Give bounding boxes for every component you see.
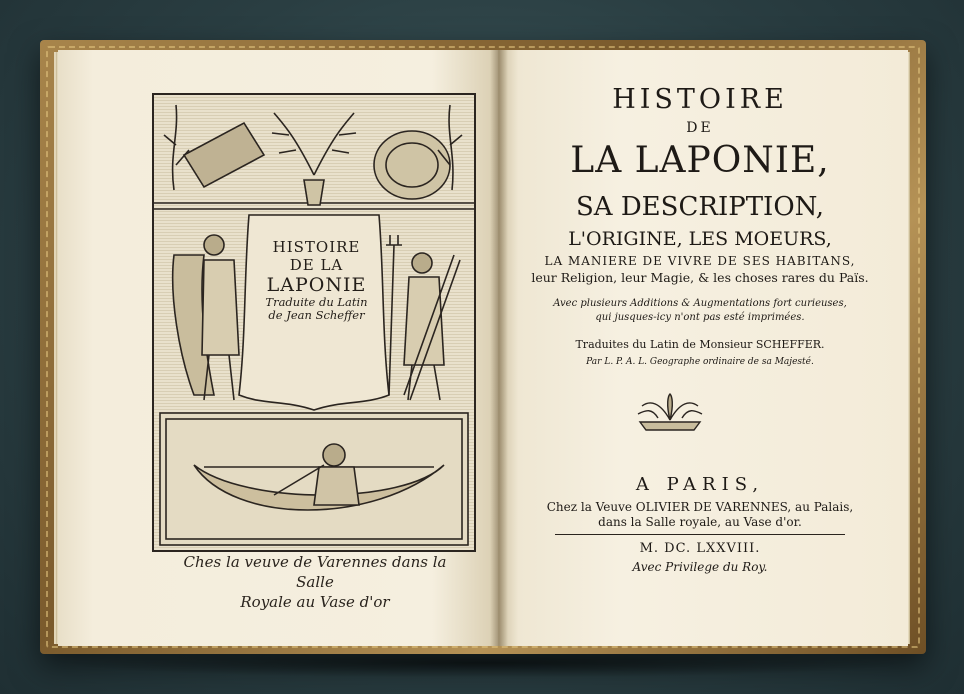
title-histoire: HISTOIRE [612, 84, 788, 115]
title-par: Par L. P. A. L. Geographe ordinaire de sa Majesté. [586, 357, 814, 367]
frontispiece-caption [165, 552, 465, 612]
title-additions-line2: qui jusques-icy n'ont pas esté imprimées. [595, 312, 805, 323]
caption-line2: Royale au Vase d'or [240, 593, 390, 611]
title-additions-line1: Avec plusieurs Additions & Augmentations fort curieuses, [553, 298, 847, 309]
title-description: SA DESCRIPTION, [575, 192, 824, 222]
caption-line1: Ches la veuve de Varennes dans la Salle [183, 553, 447, 591]
title-traduites: Traduites du Latin de Monsieur SCHEFFER. [575, 338, 825, 351]
cartouche-title-line3: LAPONIE [266, 274, 367, 296]
title-de: DE [686, 120, 714, 136]
cartouche-subtitle-line1: Traduite du Latin [265, 295, 368, 309]
title-paris: A PARIS, [635, 474, 765, 495]
title-chez-line1: Chez la Veuve OLIVIER DE VARENNES, au Palais, [546, 500, 854, 514]
cartouche-subtitle-line2: de Jean Scheffer [268, 308, 365, 322]
title-maniere: LA MANIERE DE VIVRE DE SES HABITANS, [544, 254, 856, 268]
title-origine: L'ORIGINE, LES MOEURS, [568, 228, 832, 250]
title-chez-line2: dans la Salle royale, au Vase d'or. [598, 515, 802, 529]
title-year: M. DC. LXXVIII. [639, 541, 761, 556]
title-religion: leur Religion, leur Magie, & les choses rares du Païs. [531, 270, 869, 285]
title-privilege: Avec Privilege du Roy. [632, 560, 768, 574]
cartouche-title-line2: DE LA [289, 256, 344, 274]
frontispiece-cartouche [254, 238, 379, 368]
title-rule [555, 534, 845, 535]
title-laponie: LA LAPONIE, [570, 140, 830, 181]
cartouche-title-line1: HISTOIRE [272, 238, 361, 256]
printer-ornament-icon [630, 392, 710, 432]
